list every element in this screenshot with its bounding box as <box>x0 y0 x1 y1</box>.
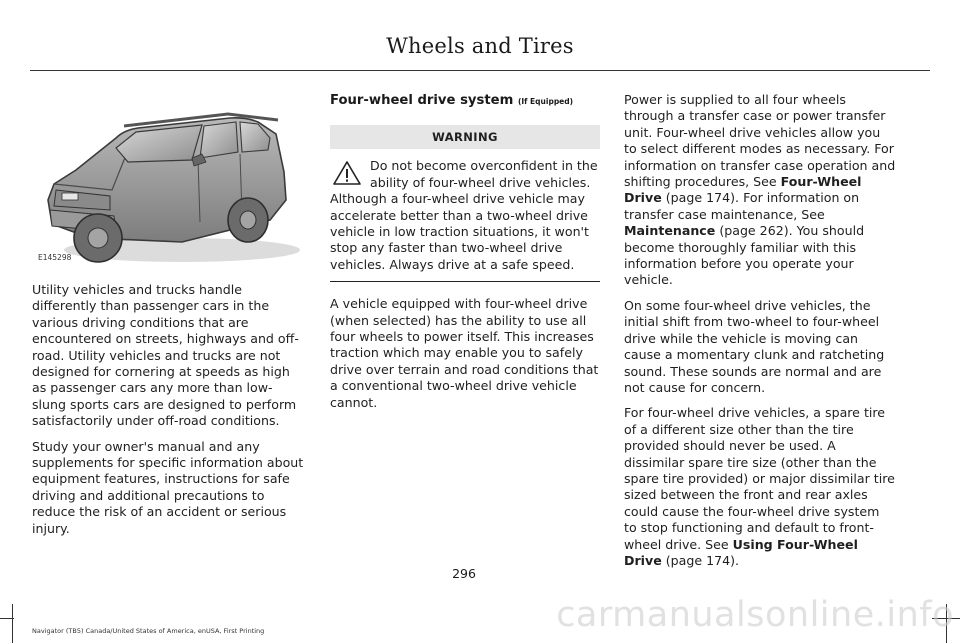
watermark: carmanualsonline.info <box>556 595 954 635</box>
suv-illustration-svg <box>32 92 304 274</box>
crop-mark-left-horizontal <box>0 618 14 619</box>
p1-intro-text: Power is supplied to all four wheels through a transfer case or power transfer unit. Four-wheel drive vehicles allow you to select different modes as necessary. For information on transfer case operation and shifting procedures, See <box>624 92 896 190</box>
warning-text: Do not become overconfident in the ability of four-wheel drive vehicles. Although a four-wheel drive vehicle may accelerate better than a two-wheel drive vehicle in low traction situations, it won't stop any faster than two-wheel drive vehicles. Always drive at a safe speed. <box>330 158 598 272</box>
suv-illustration <box>32 92 304 274</box>
left-column <box>32 92 304 546</box>
warning-triangle-icon <box>332 160 362 186</box>
title-divider <box>30 70 930 71</box>
section-heading-tag: (If Equipped) <box>517 97 574 106</box>
paragraph-handling: Utility vehicles and trucks handle differently than passenger cars in the various driving conditions that are encountered on streets, highways and off-road. Utility vehicles and trucks are not designed for cornering at speeds as high as passenger cars any more than low-slung sports cars are designed to perform satisfactorily under off-road conditions. <box>32 282 299 429</box>
paragraph-spare-tire <box>624 405 896 569</box>
p3-intro-text: For four-wheel drive vehicles, a spare tire of a different size other than the tire provided should never be used. A dissimilar spare tire size (other than the spare tire provided) or major dissimilar tire sized between the front and rear axles could cause the four-wheel drive system to stop functioning and default to front-wheel drive. See <box>624 405 895 552</box>
link-using-four-wheel-drive[interactable]: Using Four-Wheel Drive <box>624 536 858 568</box>
paragraph-four-wheel-ability: A vehicle equipped with four-wheel drive (when selected) has the ability to use all four wheels to power itself. This increases traction which may enable you to safely drive over terrain and road conditions that a conventional two-wheel drive vehicle cannot. <box>330 296 599 410</box>
section-heading <box>330 92 600 111</box>
middle-column <box>330 92 600 420</box>
link-four-wheel-drive[interactable]: Four-Wheel Drive <box>624 174 862 206</box>
p3-end-text: (page 174). <box>661 552 740 568</box>
image-code: E145298 <box>38 252 72 262</box>
warning-label: WARNING <box>330 125 600 149</box>
warning-box <box>330 149 600 282</box>
link-maintenance[interactable]: Maintenance <box>624 223 716 239</box>
paragraph-study-manual: Study your owner's manual and any supplements for specific information about equipment features, instructions for safe driving and additional precautions to reduce the risk of an accident or serious injury. <box>32 438 304 536</box>
right-column <box>624 92 896 578</box>
paragraph-clunk-sound: On some four-wheel drive vehicles, the initial shift from two-wheel to four-wheel drive while the vehicle is moving can cause a momentary clunk and ratcheting sound. These sounds are normal and are not cause for concern. <box>624 297 885 395</box>
page-number: 296 <box>452 566 476 581</box>
p1-mid-text: (page 174). For information on transfer case maintenance, See <box>624 190 860 222</box>
p1-end-text: (page 262). You should become thoroughly familiar with this information before you operate your vehicle. <box>624 223 865 288</box>
paragraph-power-supply <box>624 92 896 289</box>
page-title: Wheels and Tires <box>386 34 574 58</box>
section-heading-text: Four-wheel drive system <box>330 93 514 108</box>
edition-footer: Navigator (TB5) Canada/United States of America, enUSA, First Printing <box>32 627 265 635</box>
crop-mark-left-vertical <box>12 604 13 643</box>
